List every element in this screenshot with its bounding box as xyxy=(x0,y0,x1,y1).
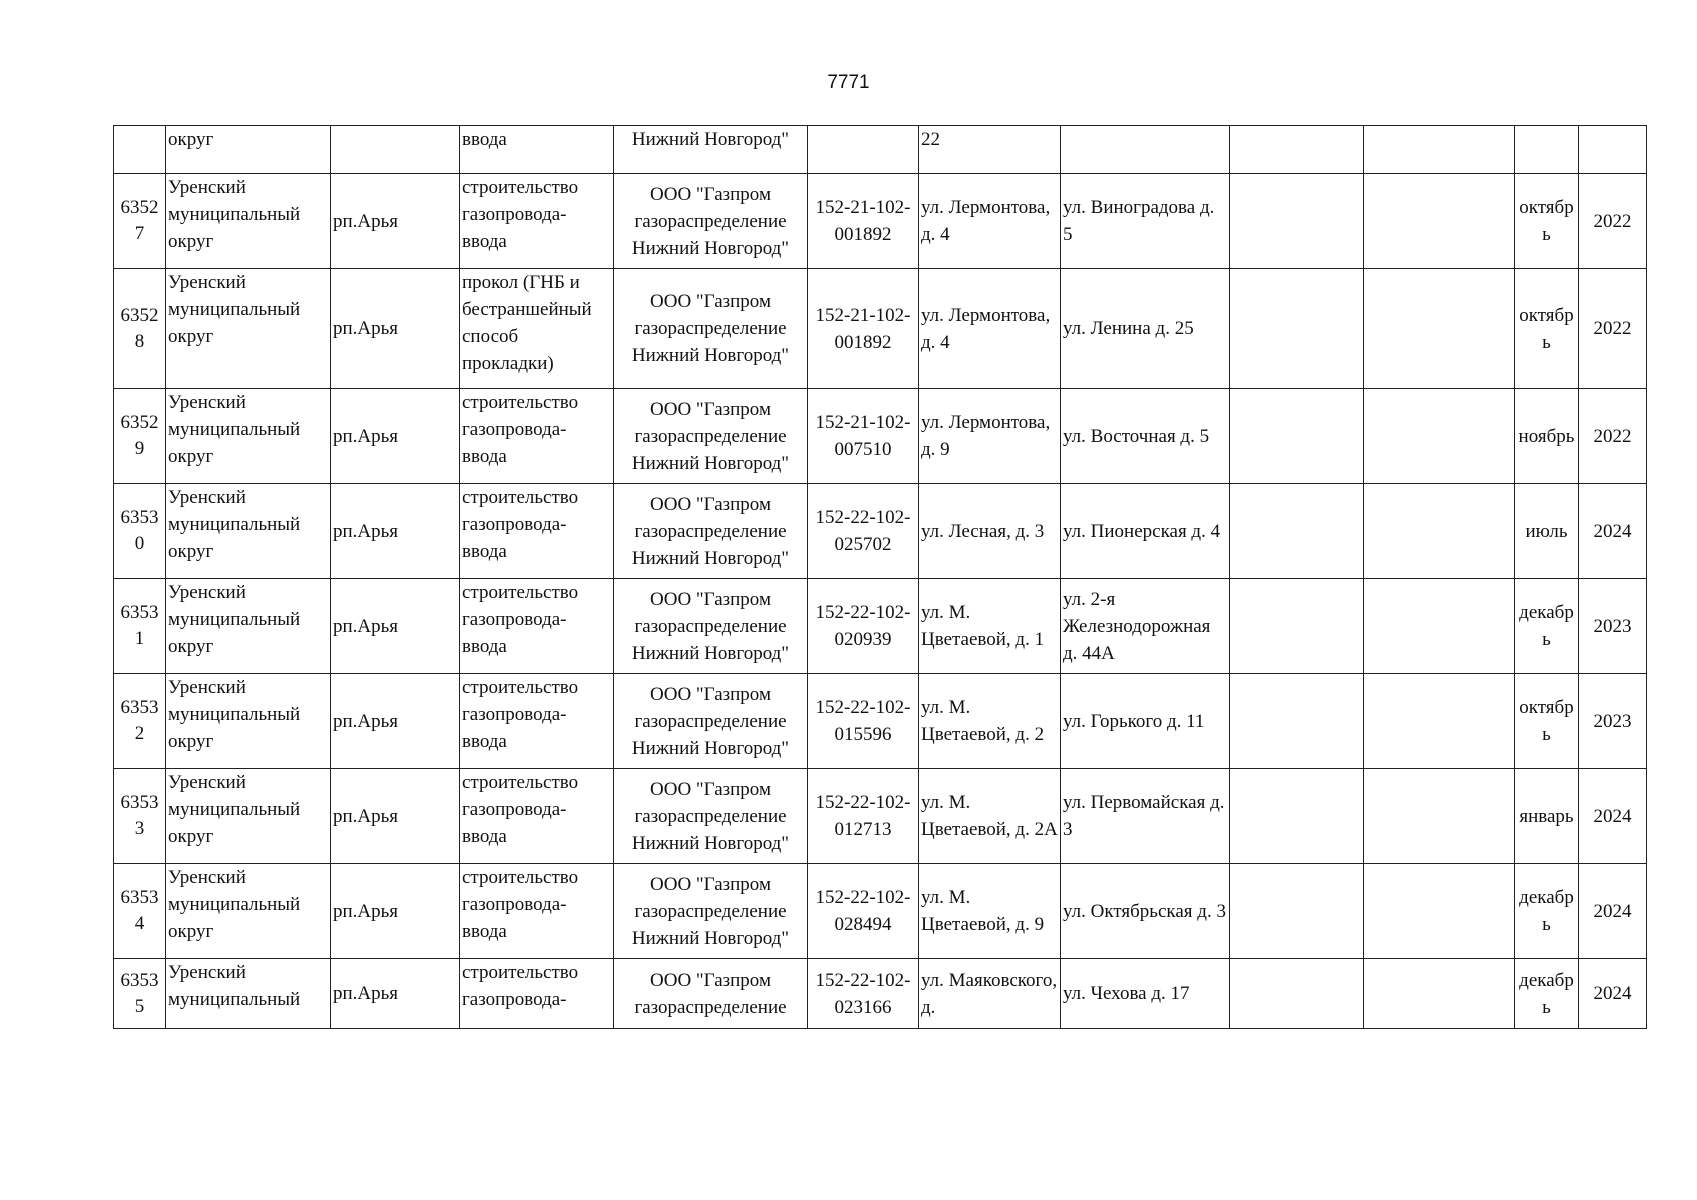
address-to-text: ул. Первомайская д. 3 xyxy=(1063,792,1225,840)
district-cell xyxy=(166,674,331,769)
district-text: Уренский муниципальный округ xyxy=(168,677,301,752)
empty-cell-2 xyxy=(1364,769,1515,864)
page-number: 7771 xyxy=(827,72,870,93)
settlement-text: рп.Арья xyxy=(333,983,399,1004)
work-type-cell xyxy=(460,674,614,769)
address-to-cell xyxy=(1061,959,1230,1029)
address-to-cell xyxy=(1061,484,1230,579)
month-cell xyxy=(1515,126,1579,174)
district-cell xyxy=(166,126,331,174)
empty-cell-2 xyxy=(1364,579,1515,674)
address-from-text: ул. Лермонтова, д. 4 xyxy=(921,197,1051,245)
district-text: округ xyxy=(168,129,214,150)
empty-cell-2 xyxy=(1364,484,1515,579)
code-text: 152-22-102-012713 xyxy=(815,792,911,840)
empty-cell-1 xyxy=(1230,389,1364,484)
code-text: 152-22-102-025702 xyxy=(815,507,911,555)
district-text: Уренский муниципальный округ xyxy=(168,392,301,467)
row-number-cell xyxy=(114,674,166,769)
code-text: 152-22-102-028494 xyxy=(815,887,911,935)
row-number-text: 63530 xyxy=(120,507,159,554)
row-number-text: 63531 xyxy=(120,602,159,649)
district-text: Уренский муниципальный округ xyxy=(168,582,301,657)
year-text: 2023 xyxy=(1593,615,1632,637)
address-to-text: ул. Восточная д. 5 xyxy=(1063,425,1210,447)
work-type-text: строительство газопровода-ввода xyxy=(462,582,579,657)
settlement-cell xyxy=(331,389,460,484)
table-row xyxy=(114,269,1647,389)
code-cell xyxy=(808,769,919,864)
code-text: 152-22-102-020939 xyxy=(815,602,911,650)
row-number-text: 63527 xyxy=(120,197,159,244)
organization-cell xyxy=(614,579,808,674)
settlement-text: рп.Арья xyxy=(333,805,399,827)
organization-cell xyxy=(614,174,808,269)
address-to-text: ул. Ленина д. 25 xyxy=(1063,318,1194,339)
address-from-cell xyxy=(919,269,1061,389)
district-text: Уренский муниципальный xyxy=(168,962,301,1010)
organization-cell xyxy=(614,126,808,174)
month-text: июль xyxy=(1525,520,1568,542)
month-cell xyxy=(1515,769,1579,864)
code-text: 152-21-102-001892 xyxy=(815,304,911,353)
year-text: 2024 xyxy=(1593,805,1632,827)
address-from-text: ул. М. Цветаевой, д. 1 xyxy=(921,602,1045,650)
address-from-text: ул. М. Цветаевой, д. 2А xyxy=(921,792,1058,840)
address-from-text: ул. Маяковского, д. xyxy=(921,969,1058,1018)
organization-text: ООО "Газпром газораспределение Нижний Новгород" xyxy=(631,493,790,569)
district-cell xyxy=(166,484,331,579)
address-from-cell xyxy=(919,389,1061,484)
row-number-cell xyxy=(114,769,166,864)
address-to-text: ул. Горького д. 11 xyxy=(1063,710,1205,732)
month-cell xyxy=(1515,674,1579,769)
table-row xyxy=(114,579,1647,674)
row-number-text: 63533 xyxy=(120,792,159,839)
code-text: 152-22-102-023166 xyxy=(815,969,911,1018)
year-cell xyxy=(1579,864,1647,959)
month-cell xyxy=(1515,579,1579,674)
code-text: 152-22-102-015596 xyxy=(815,697,911,745)
address-from-text: ул. Лермонтова, д. 9 xyxy=(921,412,1051,460)
empty-cell-2 xyxy=(1364,174,1515,269)
year-text: 2022 xyxy=(1593,318,1632,339)
district-cell xyxy=(166,959,331,1029)
work-type-cell xyxy=(460,484,614,579)
address-from-text: ул. М. Цветаевой, д. 2 xyxy=(921,697,1045,745)
year-cell xyxy=(1579,126,1647,174)
row-number-text: 63529 xyxy=(120,412,159,459)
organization-cell xyxy=(614,864,808,959)
code-cell xyxy=(808,959,919,1029)
address-from-cell xyxy=(919,484,1061,579)
work-type-cell xyxy=(460,579,614,674)
settlement-text: рп.Арья xyxy=(333,425,399,447)
address-to-text: ул. Чехова д. 17 xyxy=(1063,983,1190,1004)
year-text: 2022 xyxy=(1593,425,1632,447)
table-row xyxy=(114,174,1647,269)
year-cell xyxy=(1579,484,1647,579)
district-text: Уренский муниципальный округ xyxy=(168,177,301,252)
row-number-text: 63535 xyxy=(120,969,159,1017)
work-type-text: строительство газопровода-ввода xyxy=(462,392,579,467)
row-number-cell xyxy=(114,484,166,579)
settlement-cell xyxy=(331,484,460,579)
table-row xyxy=(114,674,1647,769)
district-text: Уренский муниципальный округ xyxy=(168,772,301,847)
empty-cell-2 xyxy=(1364,126,1515,174)
empty-cell-2 xyxy=(1364,674,1515,769)
code-cell xyxy=(808,579,919,674)
settlement-text: рп.Арья xyxy=(333,210,399,232)
month-text: декабрь xyxy=(1519,602,1574,650)
settlement-cell xyxy=(331,174,460,269)
address-from-cell xyxy=(919,769,1061,864)
code-cell xyxy=(808,126,919,174)
month-cell xyxy=(1515,269,1579,389)
empty-cell-1 xyxy=(1230,579,1364,674)
work-type-cell xyxy=(460,389,614,484)
month-text: декабрь xyxy=(1519,887,1574,935)
organization-cell xyxy=(614,959,808,1029)
organization-text: ООО "Газпром газораспределение Нижний Новгород" xyxy=(631,398,790,474)
year-cell xyxy=(1579,174,1647,269)
organization-cell xyxy=(614,484,808,579)
row-number-text: 63532 xyxy=(120,697,159,744)
address-to-cell xyxy=(1061,579,1230,674)
work-type-text: прокол (ГНБ и бестраншейный способ прокладки) xyxy=(462,272,592,374)
address-to-cell xyxy=(1061,674,1230,769)
settlement-cell xyxy=(331,959,460,1029)
registry-body xyxy=(114,126,1647,1029)
month-cell xyxy=(1515,484,1579,579)
address-to-text: ул. Пионерская д. 4 xyxy=(1063,520,1221,542)
organization-text: ООО "Газпром газораспределение Нижний Новгород" xyxy=(631,683,790,759)
empty-cell-1 xyxy=(1230,174,1364,269)
organization-text: ООО "Газпром газораспределение Нижний Новгород" xyxy=(631,873,790,949)
row-number-text: 63528 xyxy=(120,304,159,352)
address-from-text: 22 xyxy=(921,129,940,150)
table-row xyxy=(114,126,1647,174)
month-text: октябрь xyxy=(1519,304,1574,353)
address-from-cell xyxy=(919,864,1061,959)
empty-cell-1 xyxy=(1230,959,1364,1029)
address-from-cell xyxy=(919,959,1061,1029)
address-to-text: ул. Октябрьская д. 3 xyxy=(1063,900,1226,922)
work-type-cell xyxy=(460,864,614,959)
empty-cell-1 xyxy=(1230,674,1364,769)
address-to-text: ул. 2-я Железнодорожная д. 44А xyxy=(1063,588,1211,664)
year-text: 2022 xyxy=(1593,210,1632,232)
settlement-text: рп.Арья xyxy=(333,318,399,339)
empty-cell-1 xyxy=(1230,484,1364,579)
organization-cell xyxy=(614,269,808,389)
empty-cell-1 xyxy=(1230,126,1364,174)
address-to-cell xyxy=(1061,389,1230,484)
code-text: 152-21-102-001892 xyxy=(815,197,911,245)
empty-cell-1 xyxy=(1230,269,1364,389)
code-cell xyxy=(808,484,919,579)
district-text: Уренский муниципальный округ xyxy=(168,272,301,347)
organization-cell xyxy=(614,389,808,484)
work-type-cell xyxy=(460,126,614,174)
work-type-cell xyxy=(460,174,614,269)
row-number-cell xyxy=(114,389,166,484)
month-text: январь xyxy=(1519,805,1574,827)
year-text: 2024 xyxy=(1593,520,1632,542)
address-to-text: ул. Виноградова д. 5 xyxy=(1063,197,1215,245)
address-to-cell xyxy=(1061,864,1230,959)
work-type-text: строительство газопровода-ввода xyxy=(462,177,579,252)
settlement-text: рп.Арья xyxy=(333,710,399,732)
code-text: 152-21-102-007510 xyxy=(815,412,911,460)
organization-cell xyxy=(614,769,808,864)
settlement-text: рп.Арья xyxy=(333,520,399,542)
address-from-text: ул. Лесная, д. 3 xyxy=(921,520,1045,542)
registry-table xyxy=(113,125,1647,1029)
row-number-cell xyxy=(114,579,166,674)
organization-text: ООО "Газпром газораспределение Нижний Новгород" xyxy=(631,183,790,259)
district-cell xyxy=(166,389,331,484)
month-text: октябрь xyxy=(1519,697,1574,745)
organization-text: ООО "Газпром газораспределение Нижний Новгород" xyxy=(631,778,790,854)
empty-cell-1 xyxy=(1230,769,1364,864)
settlement-text: рп.Арья xyxy=(333,615,399,637)
row-number-cell xyxy=(114,174,166,269)
settlement-cell xyxy=(331,126,460,174)
district-text: Уренский муниципальный округ xyxy=(168,867,301,942)
address-from-cell xyxy=(919,674,1061,769)
code-cell xyxy=(808,864,919,959)
organization-text: ООО "Газпром газораспределение Нижний Новгород" xyxy=(631,291,790,366)
work-type-text: строительство газопровода-ввода xyxy=(462,867,579,942)
address-from-cell xyxy=(919,579,1061,674)
year-text: 2023 xyxy=(1593,710,1632,732)
work-type-cell xyxy=(460,769,614,864)
address-to-cell xyxy=(1061,769,1230,864)
row-number-text: 63534 xyxy=(120,887,159,934)
code-cell xyxy=(808,389,919,484)
address-from-text: ул. М. Цветаевой, д. 9 xyxy=(921,887,1045,935)
month-text: декабрь xyxy=(1519,969,1574,1018)
empty-cell-1 xyxy=(1230,864,1364,959)
year-text: 2024 xyxy=(1593,983,1632,1004)
work-type-text: строительство газопровода- xyxy=(462,962,579,1010)
settlement-cell xyxy=(331,769,460,864)
table-row xyxy=(114,389,1647,484)
district-text: Уренский муниципальный округ xyxy=(168,487,301,562)
row-number-cell xyxy=(114,959,166,1029)
settlement-cell xyxy=(331,674,460,769)
table-row xyxy=(114,959,1647,1029)
month-cell xyxy=(1515,864,1579,959)
empty-cell-2 xyxy=(1364,959,1515,1029)
settlement-text: рп.Арья xyxy=(333,900,399,922)
row-number-cell xyxy=(114,126,166,174)
code-cell xyxy=(808,174,919,269)
work-type-text: ввода xyxy=(462,129,507,150)
address-to-cell xyxy=(1061,174,1230,269)
year-cell xyxy=(1579,269,1647,389)
month-cell xyxy=(1515,389,1579,484)
address-from-cell xyxy=(919,126,1061,174)
table-row xyxy=(114,864,1647,959)
district-cell xyxy=(166,579,331,674)
year-cell xyxy=(1579,959,1647,1029)
address-from-cell xyxy=(919,174,1061,269)
address-from-text: ул. Лермонтова, д. 4 xyxy=(921,304,1051,353)
address-to-cell xyxy=(1061,126,1230,174)
year-cell xyxy=(1579,674,1647,769)
month-cell xyxy=(1515,959,1579,1029)
work-type-text: строительство газопровода-ввода xyxy=(462,772,579,847)
address-to-cell xyxy=(1061,269,1230,389)
empty-cell-2 xyxy=(1364,389,1515,484)
settlement-cell xyxy=(331,864,460,959)
district-cell xyxy=(166,864,331,959)
work-type-text: строительство газопровода-ввода xyxy=(462,487,579,562)
month-cell xyxy=(1515,174,1579,269)
district-cell xyxy=(166,269,331,389)
work-type-cell xyxy=(460,269,614,389)
table-row xyxy=(114,769,1647,864)
month-text: октябрь xyxy=(1519,197,1574,245)
work-type-text: строительство газопровода-ввода xyxy=(462,677,579,752)
organization-text: ООО "Газпром газораспределение Нижний Новгород" xyxy=(631,588,790,664)
settlement-cell xyxy=(331,579,460,674)
row-number-cell xyxy=(114,269,166,389)
work-type-cell xyxy=(460,959,614,1029)
organization-cell xyxy=(614,674,808,769)
code-cell xyxy=(808,269,919,389)
organization-text: Нижний Новгород" xyxy=(631,129,790,150)
empty-cell-2 xyxy=(1364,269,1515,389)
year-cell xyxy=(1579,389,1647,484)
year-text: 2024 xyxy=(1593,900,1632,922)
table-row xyxy=(114,484,1647,579)
row-number-cell xyxy=(114,864,166,959)
organization-text: ООО "Газпром газораспределение xyxy=(634,969,787,1018)
year-cell xyxy=(1579,769,1647,864)
settlement-cell xyxy=(331,269,460,389)
year-cell xyxy=(1579,579,1647,674)
code-cell xyxy=(808,674,919,769)
month-text: ноябрь xyxy=(1518,425,1575,447)
district-cell xyxy=(166,769,331,864)
district-cell xyxy=(166,174,331,269)
empty-cell-2 xyxy=(1364,864,1515,959)
